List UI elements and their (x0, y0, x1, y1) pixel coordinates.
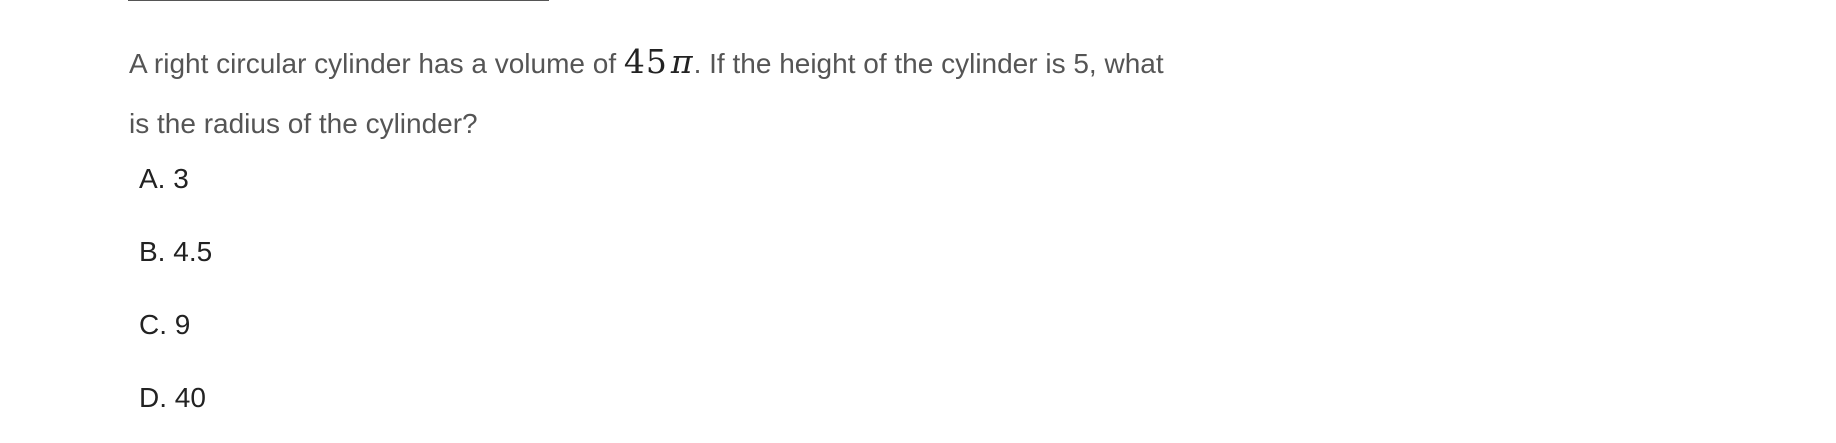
choice-letter: D. (139, 382, 167, 413)
answer-choices (139, 162, 212, 443)
math-expression (624, 42, 694, 81)
question-text (129, 32, 1169, 154)
math-number: 45 (623, 42, 668, 81)
pi-symbol: π (670, 42, 694, 81)
choice-letter: A. (139, 163, 166, 194)
choice-value: 4.5 (173, 236, 213, 267)
choice-value: 3 (173, 163, 189, 194)
top-divider (128, 0, 549, 1)
choice-letter: B. (139, 236, 166, 267)
choice-b[interactable] (139, 235, 212, 269)
choice-d[interactable] (139, 381, 212, 415)
question-text-before: A right circular cylinder has a volume of (129, 48, 624, 79)
choice-value: 9 (174, 309, 191, 340)
choice-value: 40 (174, 382, 206, 413)
choice-c[interactable] (139, 308, 212, 342)
question-text-after: . If the height of the cylinder is 5, what is the radius of the cylinder? (129, 48, 1164, 139)
choice-letter: C. (139, 309, 167, 340)
choice-a[interactable] (139, 162, 212, 196)
